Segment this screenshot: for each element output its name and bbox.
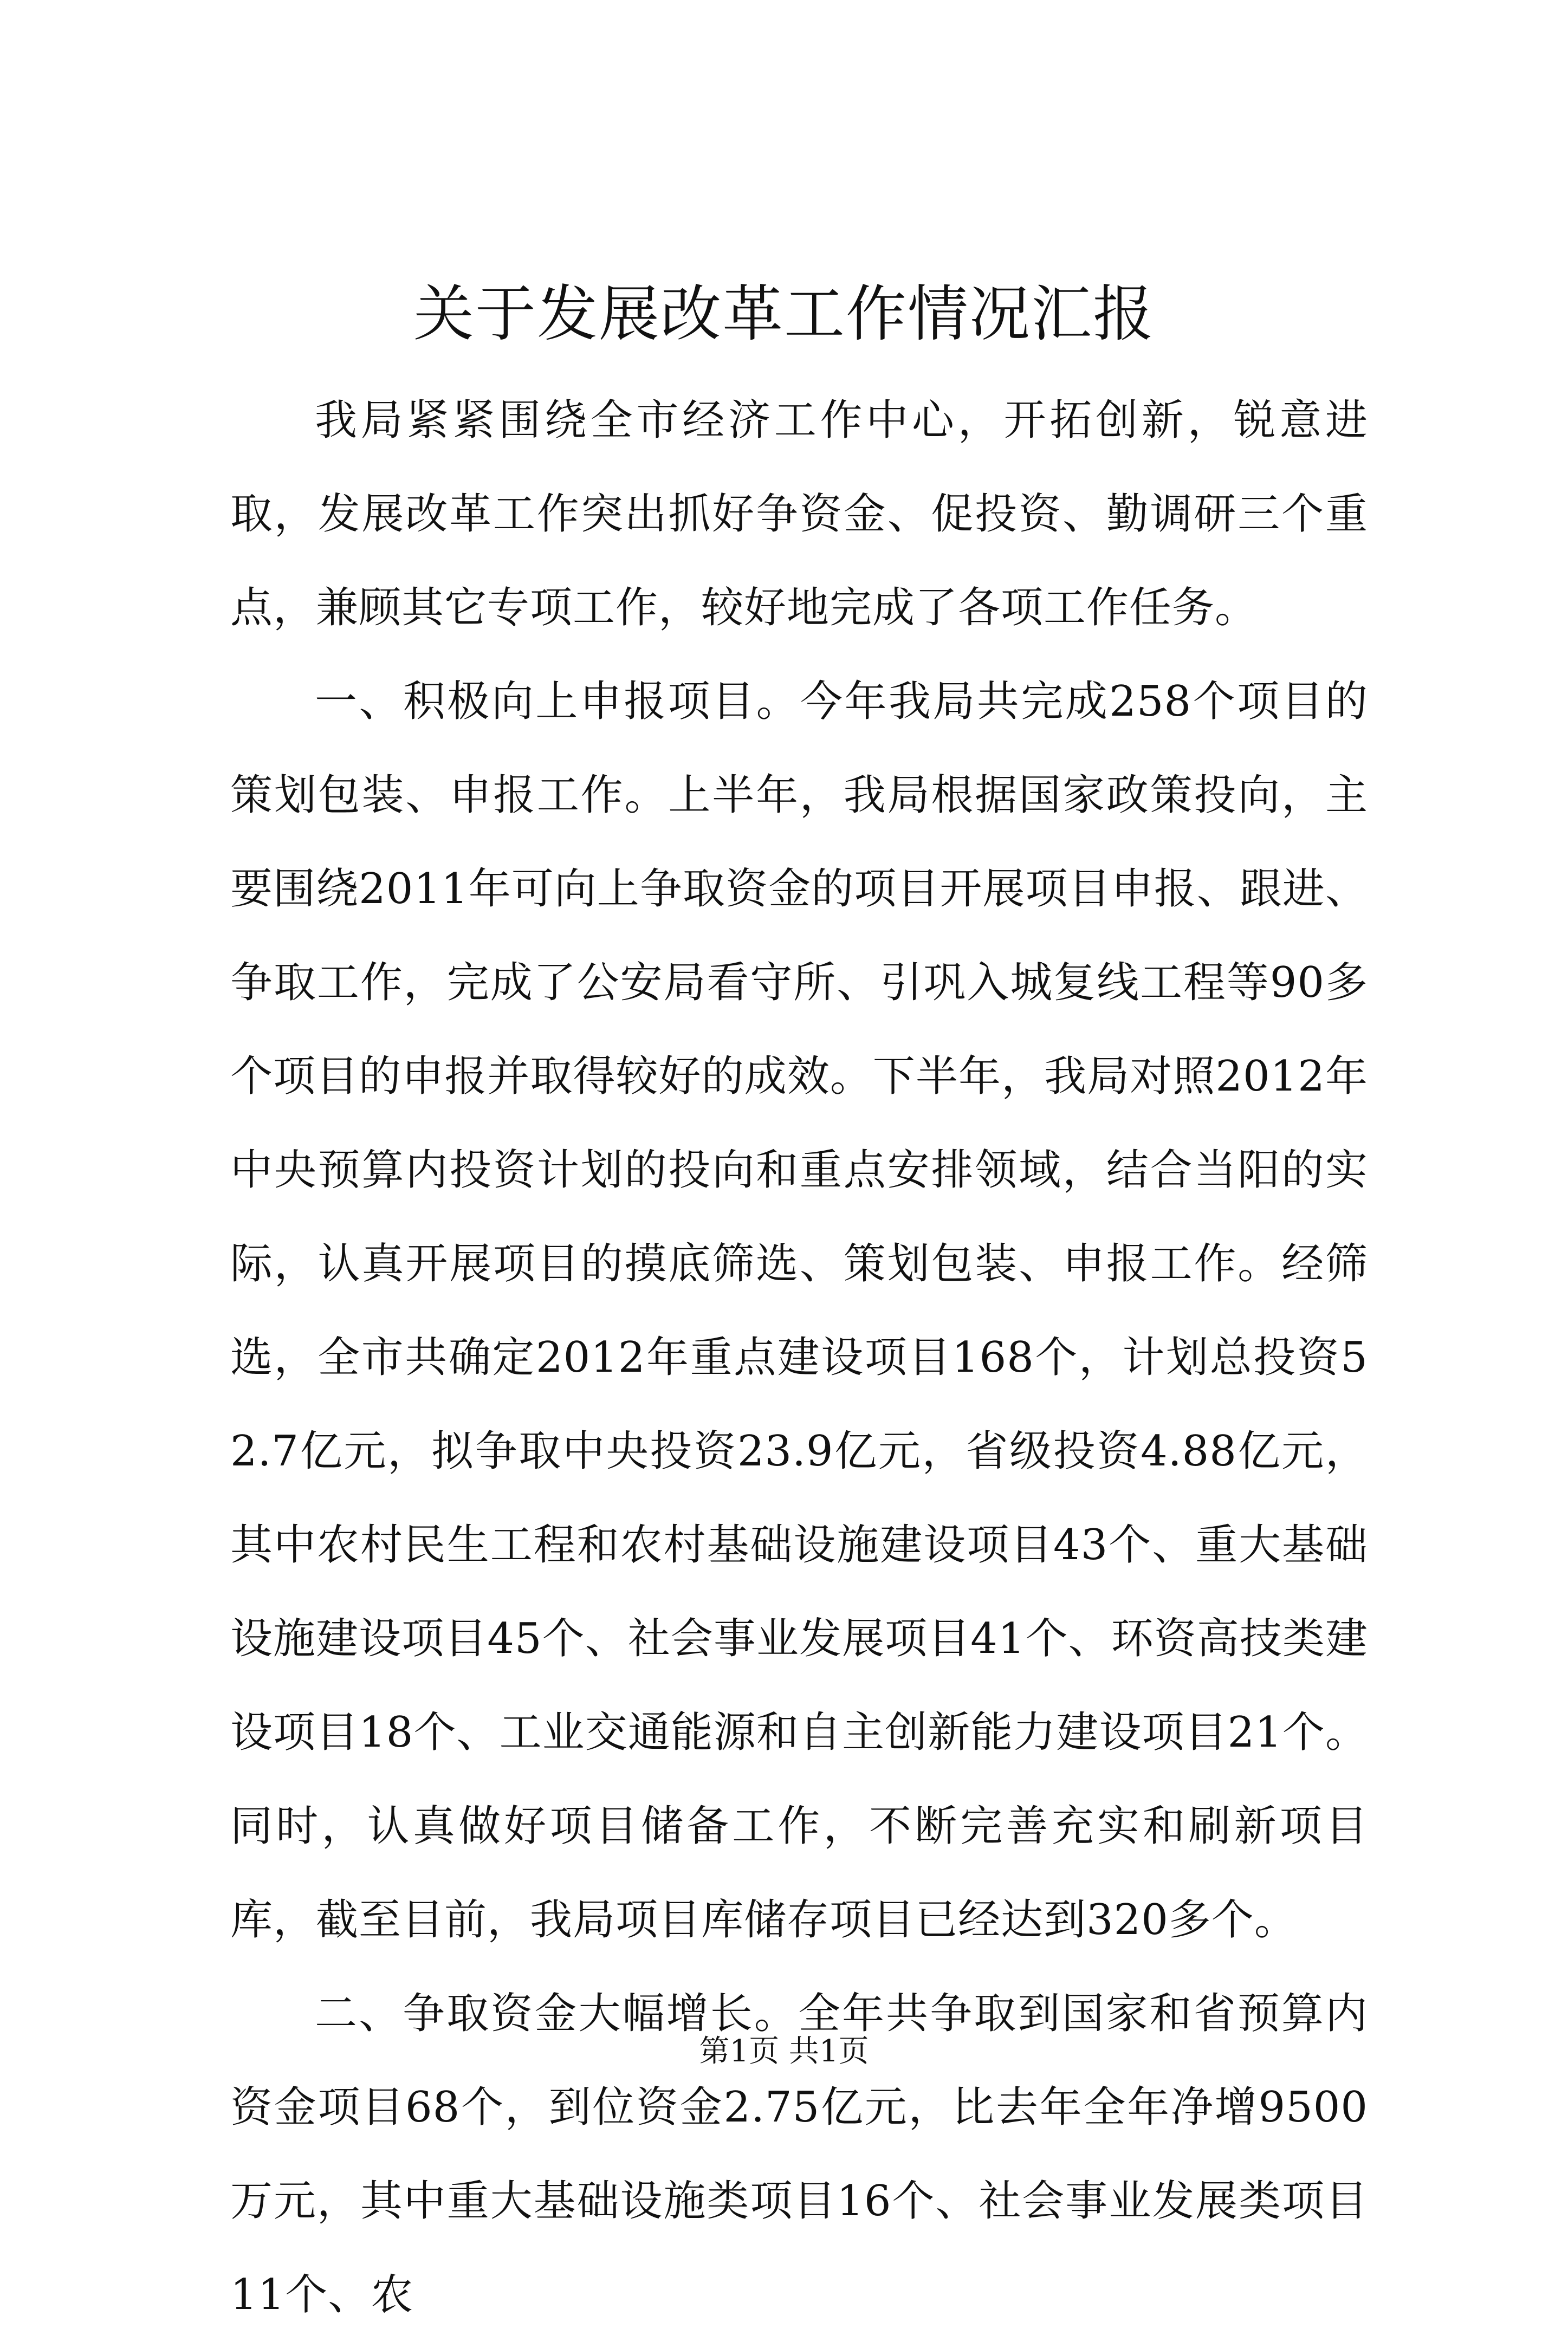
document-title: 关于发展改革工作情况汇报 [413, 279, 1155, 349]
paragraph-intro: 我局紧紧围绕全市经济工作中心，开拓创新，锐意进取，发展改革工作突出抓好争资金、促投资、勤调研三个重点，兼顾其它专项工作，较好地完成了各项工作任务。 [230, 396, 1368, 632]
page-footer: 第1页 共1页 [699, 2034, 869, 2069]
paragraph-section-2: 二、争取资金大幅增长。全年共争取到国家和省预算内资金项目68个，到位资金2.75亿元，比去年全年净增9500万元，其中重大基础设施类项目16个、社会事业发展类项目11个、农 [230, 1989, 1368, 2319]
paragraph-section-1: 一、积极向上申报项目。今年我局共完成258个项目的策划包装、申报工作。上半年，我局根据国家政策投向，主要围绕2011年可向上争取资金的项目开展项目申报、跟进、争取工作，完成了公安局看守所、引巩入城复线工程等90多个项目的申报并取得较好的成效。下半年，我局对照2012年中央预算内投资计划的投向和重点安排领域，结合当阳的实际，认真开展项目的摸底筛选、策划包装、申报工作。经筛选，全市共确定2012年重点建设项目168个，计划总投资52.7亿元，拟争取中央投资23.9亿元，省级投资4.88亿元，其中农村民生工程和农村基础设施建设项目43个、重大基础设施建设项目45个、社会事业发展项目41个、环资高技类建设项目18个、工业交通能源和自主创新能力建设项目21个。同时，认真做好项目储备工作，不断完善充实和刷新项目库，截至目前，我局项目库储存项目已经达到320多个。 [230, 677, 1368, 1944]
